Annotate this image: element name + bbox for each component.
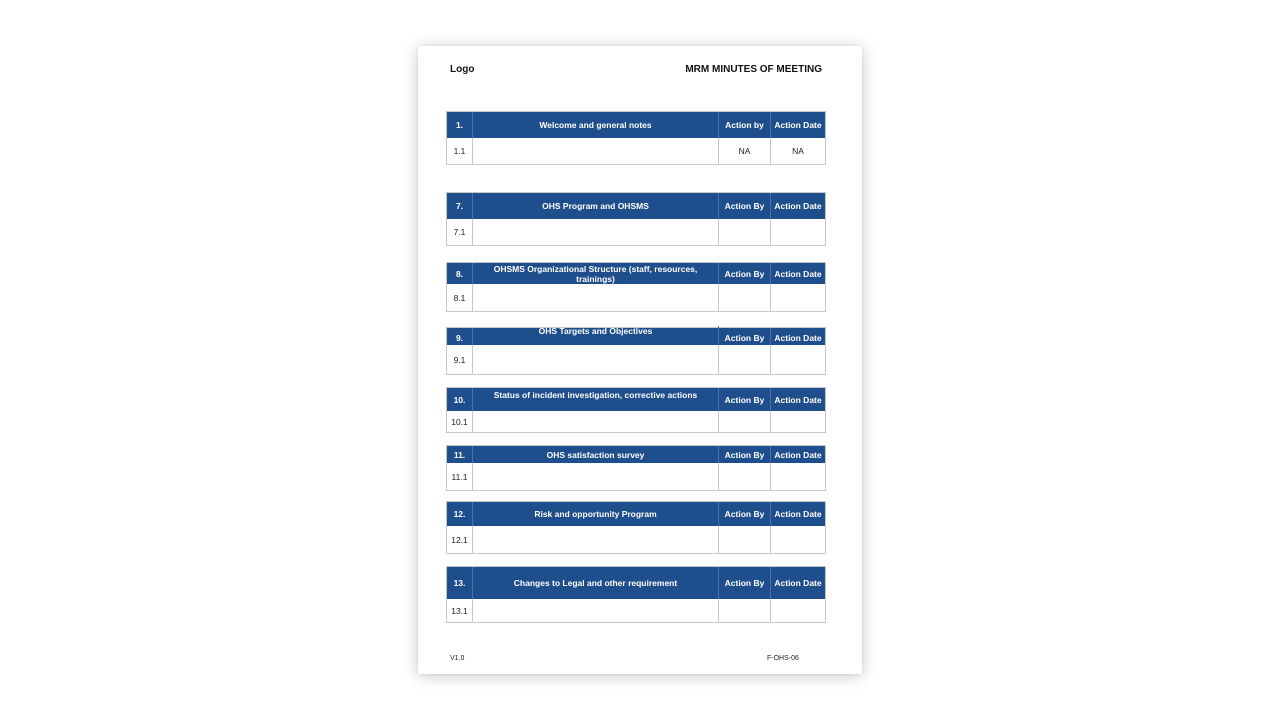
action-by-header: Action By bbox=[719, 328, 771, 345]
action-by-header: Action By bbox=[719, 193, 771, 219]
row-action-date[interactable] bbox=[771, 599, 825, 622]
row-number: 7.1 bbox=[447, 219, 473, 245]
section-7 bbox=[446, 192, 826, 246]
table-row bbox=[447, 345, 825, 374]
action-date-header: Action Date bbox=[774, 120, 822, 130]
row-action-by[interactable] bbox=[719, 599, 771, 622]
section-title: OHSMS Organizational Structure (staff, resources, trainings) bbox=[473, 263, 719, 284]
section-header bbox=[447, 388, 825, 411]
action-date-header: Action Date bbox=[774, 509, 822, 519]
section-header bbox=[447, 567, 825, 599]
section-number: 13. bbox=[447, 567, 473, 599]
section-title: Risk and opportunity Program bbox=[473, 502, 719, 526]
section-11 bbox=[446, 445, 826, 491]
row-number: 10.1 bbox=[447, 411, 473, 432]
action-by-header: Action By bbox=[719, 502, 771, 526]
section-number: 10. bbox=[447, 388, 473, 411]
action-date-header: Action Date bbox=[774, 332, 822, 343]
row-action-by[interactable] bbox=[719, 463, 771, 490]
row-number: 11.1 bbox=[447, 463, 473, 490]
section-header bbox=[447, 112, 825, 138]
row-text[interactable] bbox=[473, 599, 719, 622]
row-text[interactable] bbox=[473, 138, 719, 164]
row-number: 12.1 bbox=[447, 526, 473, 553]
table-row bbox=[447, 463, 825, 490]
table-row bbox=[447, 599, 825, 622]
section-number: 11. bbox=[447, 446, 473, 463]
row-number: 1.1 bbox=[447, 138, 473, 164]
section-10 bbox=[446, 387, 826, 433]
section-9 bbox=[446, 327, 826, 375]
section-title: OHS satisfaction survey bbox=[473, 446, 719, 463]
document-page bbox=[418, 46, 862, 674]
action-by-header: Action By bbox=[719, 388, 771, 411]
section-number: 8. bbox=[447, 263, 473, 284]
row-action-date[interactable] bbox=[771, 411, 825, 432]
row-text[interactable] bbox=[473, 411, 719, 432]
row-action-date[interactable] bbox=[771, 219, 825, 245]
section-number: 7. bbox=[447, 193, 473, 219]
action-by-header: Action By bbox=[719, 567, 771, 599]
row-action-date[interactable] bbox=[771, 345, 825, 374]
section-title: Status of incident investigation, corrective actions bbox=[473, 388, 719, 411]
row-action-date[interactable] bbox=[771, 463, 825, 490]
row-number: 8.1 bbox=[447, 284, 473, 311]
row-text[interactable] bbox=[473, 345, 719, 374]
table-row bbox=[447, 284, 825, 311]
action-date-header: Action Date bbox=[774, 268, 822, 279]
section-header bbox=[447, 193, 825, 219]
row-action-by[interactable] bbox=[719, 284, 771, 311]
table-row bbox=[447, 526, 825, 553]
row-text[interactable] bbox=[473, 284, 719, 311]
action-by-header: Action By bbox=[719, 446, 771, 463]
section-number: 12. bbox=[447, 502, 473, 526]
row-action-by[interactable] bbox=[719, 526, 771, 553]
row-action-date[interactable] bbox=[771, 526, 825, 553]
table-row bbox=[447, 219, 825, 245]
section-header bbox=[447, 263, 825, 284]
section-number: 9. bbox=[447, 328, 473, 345]
section-13 bbox=[446, 566, 826, 623]
row-action-date[interactable]: NA bbox=[792, 146, 804, 156]
section-header bbox=[447, 328, 825, 345]
form-code-label: F-OHS-06 bbox=[767, 655, 799, 662]
action-date-header: Action Date bbox=[774, 201, 822, 211]
row-number: 9.1 bbox=[447, 345, 473, 374]
section-8 bbox=[446, 262, 826, 312]
action-by-header: Action By bbox=[719, 263, 771, 284]
section-1 bbox=[446, 111, 826, 165]
section-header bbox=[447, 446, 825, 463]
table-row bbox=[447, 411, 825, 432]
action-by-header: Action by bbox=[719, 112, 771, 138]
logo: Logo bbox=[450, 64, 475, 75]
action-date-header: Action Date bbox=[774, 449, 822, 460]
row-action-by[interactable] bbox=[719, 345, 771, 374]
table-row bbox=[447, 138, 825, 164]
section-title: Welcome and general notes bbox=[473, 112, 719, 138]
row-action-by[interactable] bbox=[719, 219, 771, 245]
row-number: 13.1 bbox=[447, 599, 473, 622]
section-title: OHS Targets and Objectives bbox=[473, 326, 719, 345]
section-header bbox=[447, 502, 825, 526]
section-number: 1. bbox=[447, 112, 473, 138]
row-text[interactable] bbox=[473, 526, 719, 553]
row-action-date[interactable] bbox=[771, 284, 825, 311]
version-label: V1.0 bbox=[450, 655, 465, 662]
row-text[interactable] bbox=[473, 463, 719, 490]
row-action-by[interactable]: NA bbox=[719, 138, 771, 164]
row-text[interactable] bbox=[473, 219, 719, 245]
action-date-header: Action Date bbox=[774, 578, 822, 588]
action-date-header: Action Date bbox=[774, 394, 822, 405]
section-title: OHS Program and OHSMS bbox=[473, 193, 719, 219]
section-12 bbox=[446, 501, 826, 554]
document-title: MRM MINUTES OF MEETING bbox=[685, 64, 822, 75]
row-action-by[interactable] bbox=[719, 411, 771, 432]
section-title: Changes to Legal and other requirement bbox=[473, 567, 719, 599]
